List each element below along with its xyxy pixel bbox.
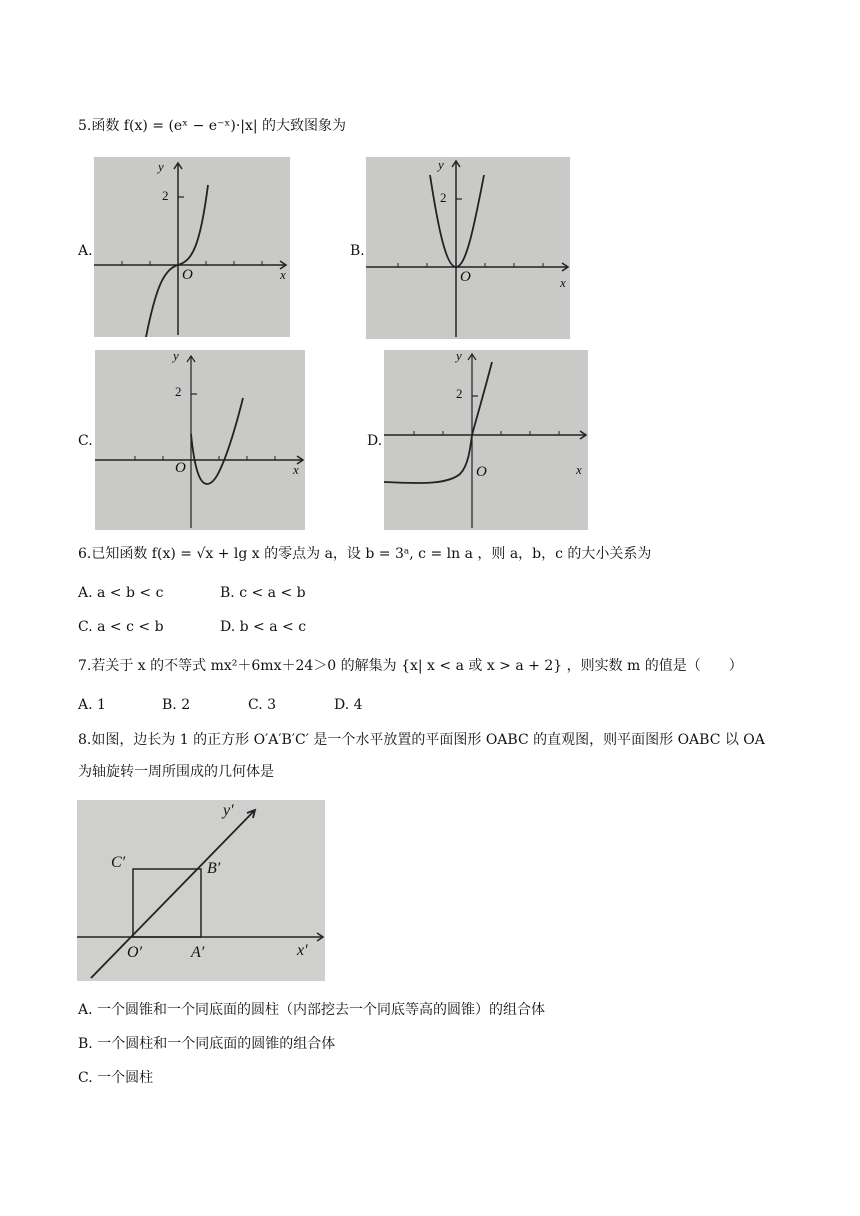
q8-x-axis-label: x′ (297, 942, 308, 959)
q5-option-d-label: D. (367, 433, 383, 449)
q8-point-b-label: B′ (207, 860, 221, 877)
q6-option-b: B. c < a < b (220, 585, 306, 601)
q6-stem: 6.已知函数 f(x) = √x + lg x 的零点为 a，设 b = 3ᵃ, c = ln a ，则 a，b，c 的大小关系为 (78, 546, 652, 562)
q5-graph-a (94, 157, 290, 337)
q7-option-b: B. 2 (162, 697, 191, 713)
q5-graph-b (366, 157, 570, 339)
q5-d-x-label: x (576, 462, 582, 477)
q8-point-o-label: O′ (127, 944, 143, 961)
q8-point-a-label: A′ (191, 944, 205, 961)
q7-option-d: D. 4 (334, 697, 363, 713)
q5-b-origin-label: O (460, 269, 471, 285)
q8-figure (77, 800, 325, 981)
q6-option-a: A. a < b < c (78, 585, 164, 601)
q5-option-c-label: C. (78, 433, 93, 449)
q5-b-x-label: x (560, 275, 566, 290)
q5-a-x-label: x (280, 267, 286, 282)
q7-option-c: C. 3 (248, 697, 277, 713)
q5-stem: 5.函数 f(x) = (eˣ − e⁻ˣ)·|x| 的大致图象为 (78, 118, 347, 134)
q5-c-tick-label: 2 (175, 384, 182, 399)
q5-graph-d (384, 350, 588, 530)
q7-stem: 7.若关于 x 的不等式 mx²＋6mx＋24＞0 的解集为 {x| x < a 或 x > a + 2} ，则实数 m 的值是（ ） (78, 658, 743, 674)
q5-c-y-label: y (173, 350, 179, 363)
q5-d-tick-label: 2 (456, 386, 463, 401)
q5-b-y-label: y (438, 157, 444, 172)
q8-stem-line1: 8.如图，边长为 1 的正方形 O′A′B′C′ 是一个水平放置的平面图形 OABC 的直观图，则平面图形 OABC 以 OA (78, 732, 765, 748)
q8-stem-line2: 为轴旋转一周所围成的几何体是 (78, 764, 274, 780)
q5-a-y-label: y (158, 159, 164, 174)
q5-option-a-label: A. (78, 243, 93, 259)
q8-point-c-label: C′ (111, 854, 126, 871)
q8-option-a: A. 一个圆锥和一个同底面的圆柱（内部挖去一个同底等高的圆锥）的组合体 (78, 1002, 546, 1018)
q8-option-b: B. 一个圆柱和一个同底面的圆锥的组合体 (78, 1036, 336, 1052)
q5-option-b-label: B. (350, 243, 365, 259)
q5-d-y-label: y (456, 350, 462, 363)
q5-d-origin-label: O (476, 464, 487, 480)
q5-a-origin-label: O (182, 267, 193, 283)
q8-y-axis-label: y′ (223, 802, 234, 819)
q5-b-tick-label: 2 (440, 190, 447, 205)
q5-graph-c (95, 350, 305, 530)
q7-option-a: A. 1 (78, 697, 106, 713)
q6-option-c: C. a < c < b (78, 619, 164, 635)
q5-c-origin-label: O (175, 460, 186, 476)
q6-option-d: D. b < a < c (220, 619, 307, 635)
q5-a-tick-label: 2 (162, 188, 169, 203)
q8-option-c: C. 一个圆柱 (78, 1070, 154, 1086)
q5-c-x-label: x (293, 462, 299, 477)
